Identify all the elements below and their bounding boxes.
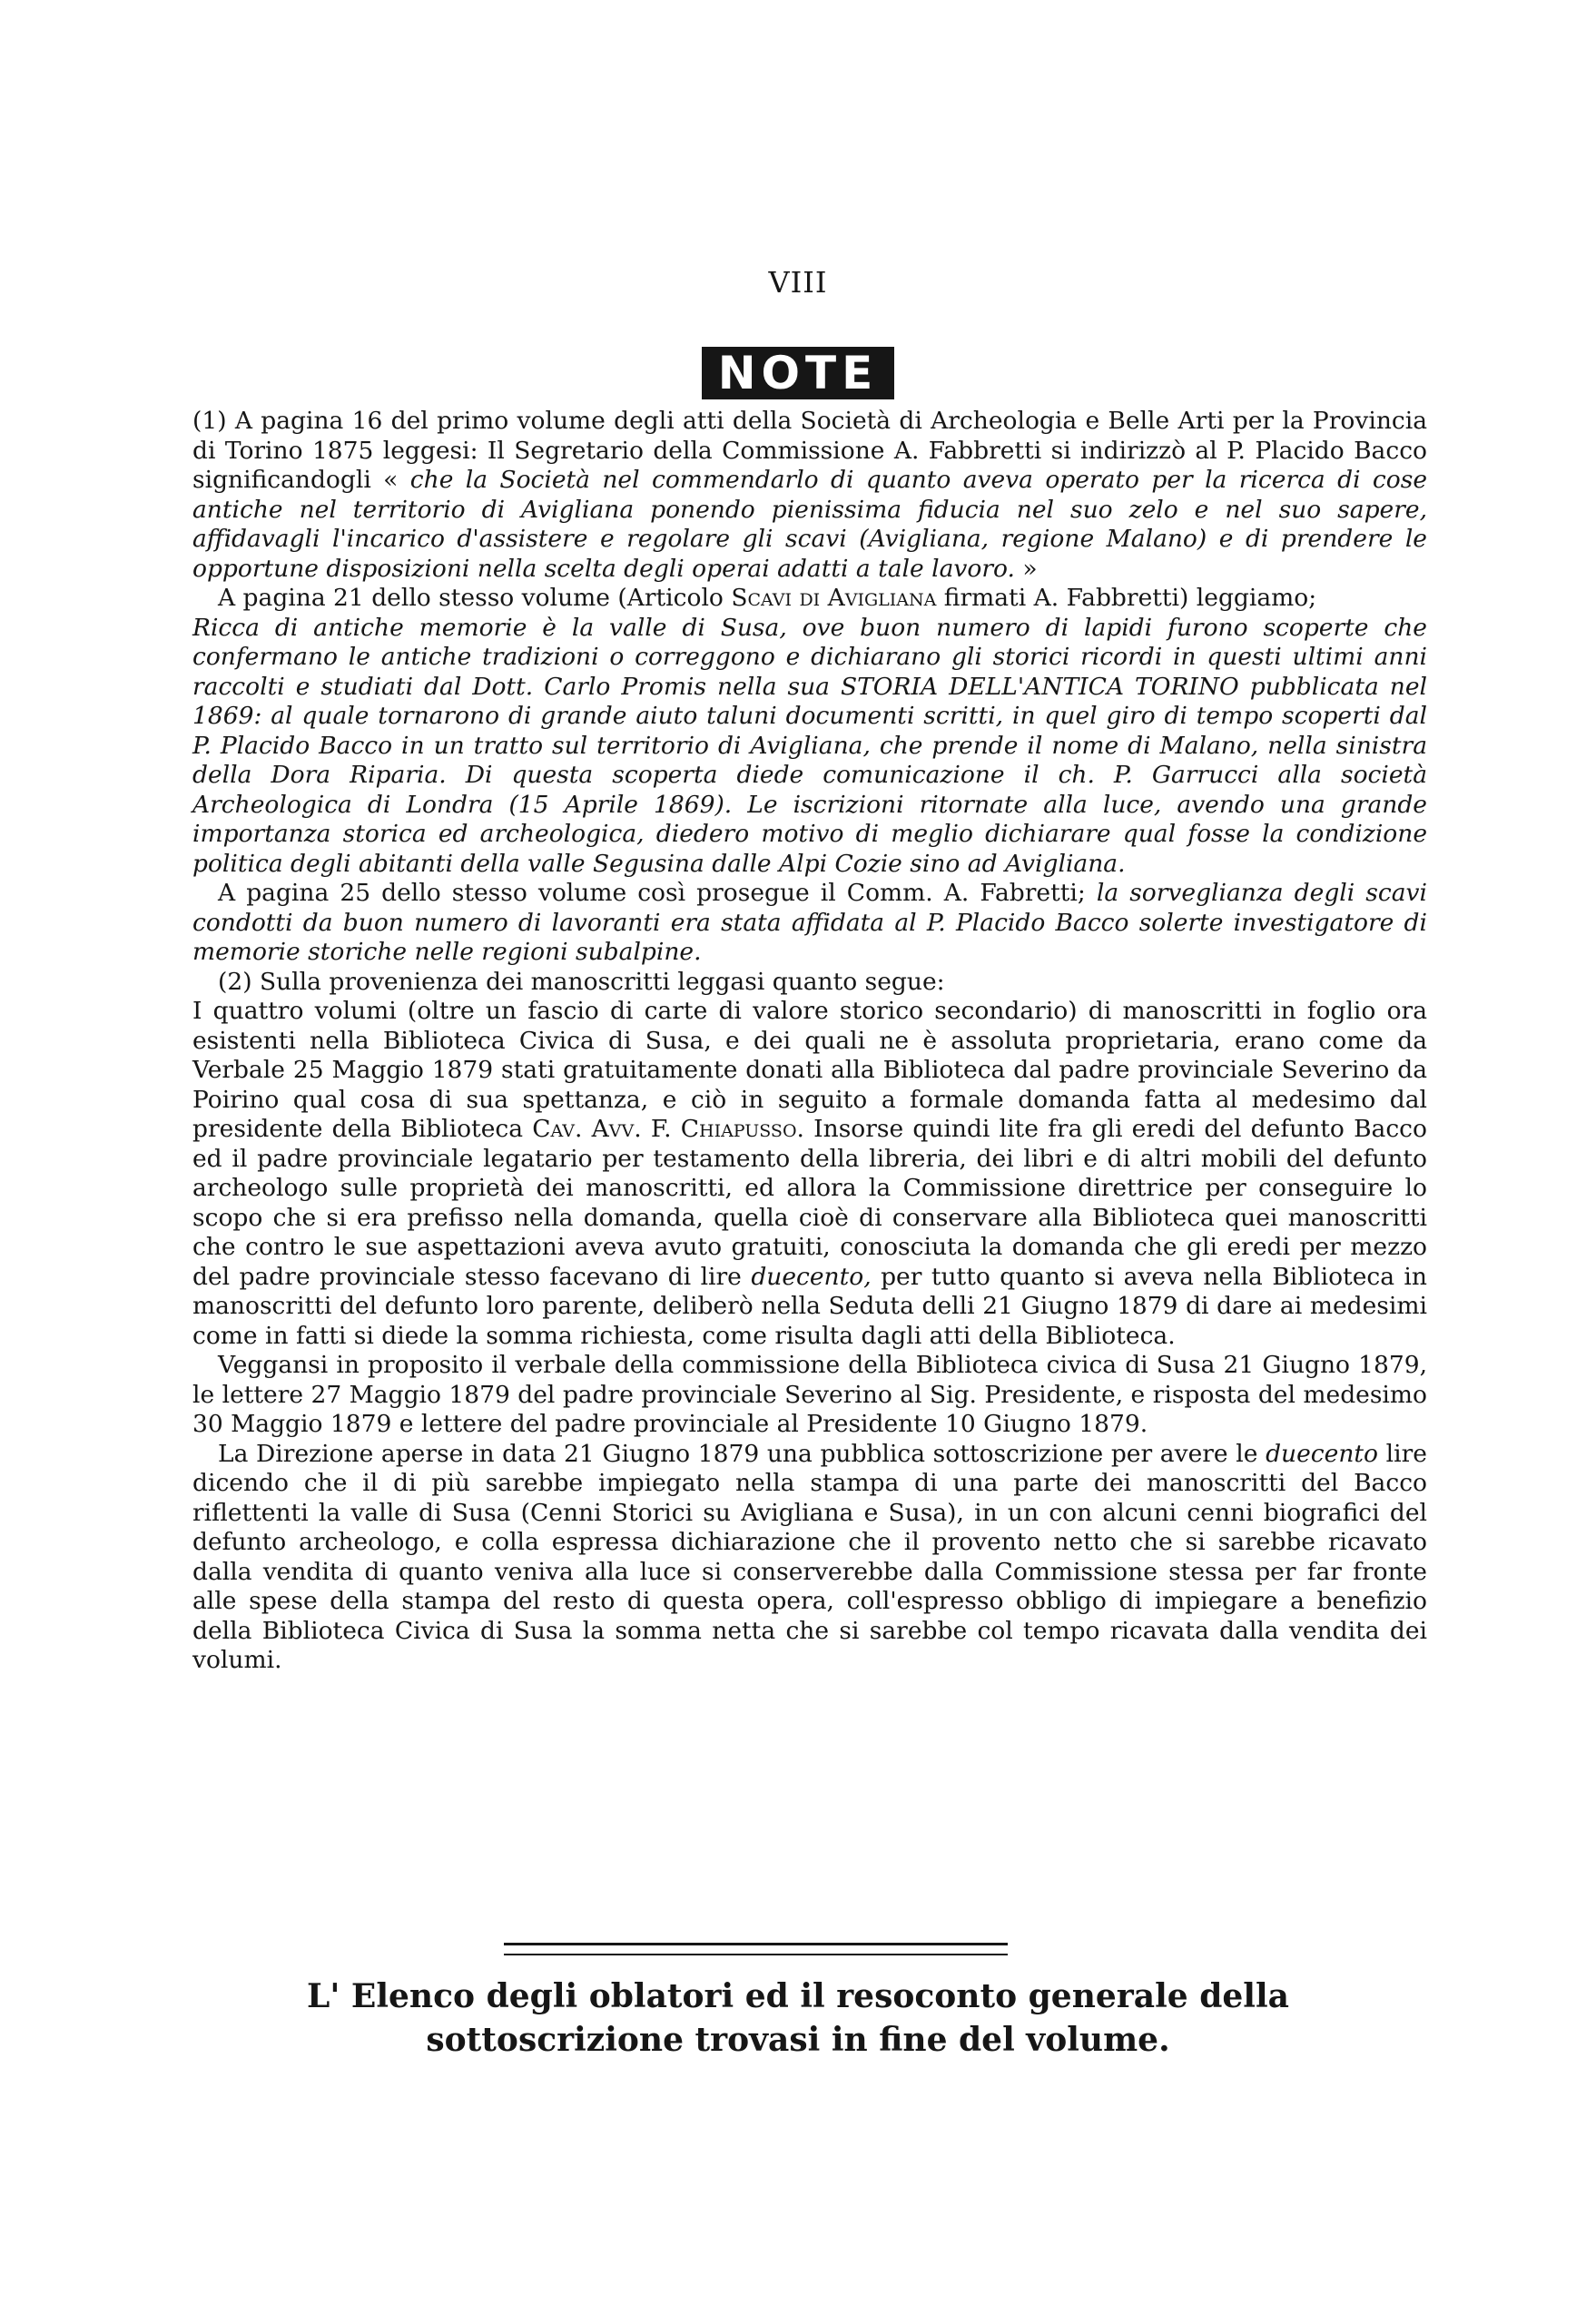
note-1-continuation (192, 879, 1427, 968)
amount-italic: duecento, (751, 1262, 872, 1291)
note-1-intro: (1) A pagina 16 del primo volume degli atti della Società di Archeologia e Belle Arti per la Provincia di Torino 1875 leggesi: Il Segretario della Commissione A. Fabbretti si indirizzò al P. Placido Bacco significandogli « (192, 407, 1427, 494)
closing-notice (0, 1974, 1596, 2062)
note-1-reference-paragraph (192, 584, 1427, 614)
note-1-quotation: Ricca di antiche memorie è la valle di Susa, ove buon numero di lapidi furono scoperte che confermano le antiche tradizioni o correggono e dichiarano gli storici ricordi in questi ultimi anni raccolti e studiati dal Dott. Carlo Promis nella sua STORIA DELL'ANTICA TORINO pubblicata nel 1869: al quale tornarono di grande aiuto taluni documenti scritti, in quel giro di tempo scoperti dal P. Placido Bacco in un tratto sul territorio di Avigliana, che prende il nome di Malano, nella sinistra della Dora Riparia. Di questa scoperta diede comunicazione il ch. P. Garrucci alla società Archeologica di Londra (15 Aprile 1869). Le iscrizioni ritornate alla luce, avendo una grande importanza storica ed archeologica, diedero motivo di meglio dichiarare qual fosse la condizione politica degli abitanti della valle Segusina dalle Alpi Cozie sino ad Avigliana. (192, 613, 1427, 878)
note-2-text-c: per tutto quanto si aveva nella Biblioteca in manoscritti del defunto loro parente, deliberò nella Seduta delli 21 Giugno 1879 di dare ai medesimi come in fatti si diede la somma richiesta, come risulta dagli atti della Biblioteca. (192, 1262, 1427, 1350)
quote-close-mark: » (1022, 554, 1038, 583)
note-2-references: Veggansi in proposito il verbale della commissione della Biblioteca civica di Susa 21 Giugno 1879, le lettere 27 Maggio 1879 del padre provinciale Severino al Sig. Presidente, e risposta del medesimo 30 Maggio 1879 e lettere del padre provinciale al Presidente 10 Giugno 1879. (192, 1351, 1427, 1438)
closing-line-1: L' Elenco degli oblatori ed il resoconto generale della (307, 1977, 1289, 2015)
closing-line-2: sottoscrizione trovasi in fine del volume. (426, 2021, 1170, 2059)
note-1-quote: che la Società nel commendarlo di quanto aveva operato per la ricerca di cose antiche nel territorio di Avigliana ponendo pienissima fiducia nel suo zelo e nel suo sapere, affidavagli l'incarico d'assistere e regolare gli scavi (Avigliana, regione Malano) e di prendere le opportune disposizioni nella scelta degli operai adatti a tale lavoro. (192, 466, 1427, 583)
separator-rule (504, 1943, 1008, 1955)
continuation-quote: la sorveglianza degli scavi condotti da buon numero di lavoranti era stata affidata al P. Placido Bacco solerte investigatore di memorie storiche nelle regioni subalpine. (192, 879, 1427, 966)
note-2-subscription (192, 1440, 1427, 1676)
reference-text: A pagina 21 dello stesso volume (Articolo (218, 584, 724, 612)
article-title: Scavi di Avigliana (731, 584, 937, 612)
notes-body (192, 407, 1427, 1676)
note-2-heading: (2) Sulla provenienza dei manoscritti leggasi quanto segue: (218, 967, 945, 996)
subscription-text-a: La Direzione aperse in data 21 Giugno 1879 una pubblica sottoscrizione per avere le (218, 1439, 1258, 1468)
subscription-text-b: lire dicendo che il di più sarebbe impiegato nella stampa di una parte dei manoscritti del Bacco riflettenti la valle di Susa (Cenni Storici su Avigliana e Susa), in un con alcuni cenni biografici del defunto archeologo, e colla espressa dichiarazione che il provento netto che si sarebbe ricavato dalla vendita di quanto veniva alla luce si conserverebbe dalla Commissione stessa per far fronte alle spese della stampa del resto di questa opera, coll'espresso obbligo di impiegare a benefizio della Biblioteca Civica di Susa la somma netta che si sarebbe col tempo ricavata dalla vendita dei volumi. (192, 1439, 1427, 1674)
reference-author: firmati A. Fabbretti) leggiamo; (943, 584, 1317, 612)
note-1-paragraph (192, 407, 1427, 584)
section-heading (0, 347, 1596, 399)
note-2-text-a: I quattro volumi (oltre un fascio di carte di valore storico secondario) di manoscritti in foglio ora esistenti nella Biblioteca Civica di Susa, e dei quali ne è assoluta proprietaria, erano come da Verbale 25 Maggio 1879 stati gratuitamente donati alla Biblioteca dal padre provinciale Severino da Poirino qual cosa di sua spettanza, e ciò in seguito a formale domanda fatta al medesimo dal presidente della Biblioteca (192, 997, 1427, 1143)
note-2-text-b: Insorse quindi lite fra gli eredi del defunto Bacco ed il padre provinciale legatario per testamento della libreria, dei libri e di altri mobili del defunto archeologo sulle proprietà dei manoscritti, ed allora la Commissione direttrice per conseguire lo scopo che si era prefisso nella domanda, quella cioè di conservare alla Biblioteca quei manoscritti che contro le sue aspettazioni aveva avuto gratuiti, conosciuta la domanda che gli eredi per mezzo del padre provinciale stesso facevano di lire (192, 1115, 1427, 1291)
page-number: VIII (768, 265, 828, 300)
subscription-amount: duecento (1266, 1439, 1378, 1468)
continuation-intro: A pagina 25 dello stesso volume così prosegue il Comm. A. Fabretti; (218, 879, 1086, 907)
note-2-paragraph (192, 997, 1427, 1351)
section-heading-text: NOTE (702, 347, 895, 399)
president-name: Cav. Avv. F. Chiapusso. (532, 1115, 804, 1143)
